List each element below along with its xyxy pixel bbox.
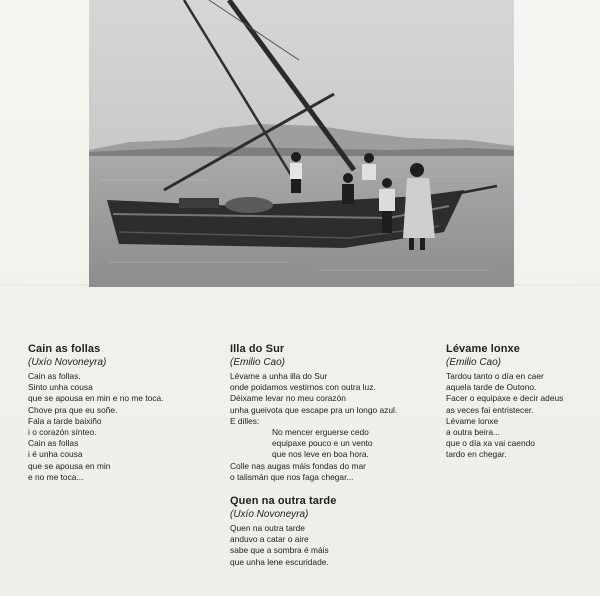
song-author: (Emilio Cao) <box>230 357 286 368</box>
lyric-line: Cain as follas <box>28 438 79 449</box>
song-title: Lévame lonxe <box>446 343 520 355</box>
lyric-line: Colle nas augas máis fondas do mar <box>230 460 366 471</box>
song-author: (Uxío Novoneyra) <box>230 509 309 521</box>
lyric-line: Lévame lonxe <box>446 415 499 426</box>
lyric-line: as veces fai entristecer. <box>446 404 534 415</box>
lyric-line: que o día xa vai caendo <box>446 438 535 449</box>
lyric-line: Chove pra que eu soñe. <box>28 404 118 415</box>
lyric-line-indented: No mencer erguerse cedo <box>272 427 369 438</box>
lyric-line: a outra beira... <box>446 427 501 438</box>
lyric-line: onde poidamos vestirnos con outra luz. <box>230 382 376 393</box>
lyric-line: que se apousa en min <box>28 460 111 471</box>
boat-photo-illustration <box>89 0 514 287</box>
lyric-line: Déixame levar no meu corazón <box>230 393 346 404</box>
lyric-line: Lévame a unha illa do Sur <box>230 371 328 381</box>
lyric-line: Facer o equipaxe e decir adeus <box>446 393 564 404</box>
lyric-line: o talismán que nos faga chegar... <box>230 471 354 482</box>
lyric-line: i é unha cousa <box>28 449 83 460</box>
song-section-quen-na-outra-tarde <box>230 495 420 568</box>
lyric-line-indented: que nos leve en boa hora. <box>272 449 369 460</box>
song-title: Cain as follas <box>28 343 101 355</box>
lyric-line: e no me toca... <box>28 471 84 482</box>
song-author: (Emilio Cao) <box>446 357 502 368</box>
lyric-line: aquela tarde de Outono. <box>446 382 537 393</box>
lyric-line-indented: equipaxe pouco e un vento <box>272 438 373 449</box>
song-column-1 <box>28 343 208 483</box>
song-title: Illa do Sur <box>230 343 285 355</box>
boat-photograph <box>89 0 514 287</box>
lyric-line: Fala a tarde baixiño <box>28 415 102 426</box>
song-title: Quen na outra tarde <box>230 495 337 508</box>
lyric-line: unha gueivota que escape pra un longo azul. <box>230 404 398 415</box>
song-column-2 <box>230 343 420 568</box>
lyric-line: E dilles: <box>230 415 260 426</box>
lyric-line: sabe que a sombra é máis <box>230 545 329 556</box>
lyric-line: Cain as follas. <box>28 371 81 381</box>
lyric-line: Quen na outra tarde <box>230 523 305 534</box>
lyric-line: anduvo a catar o aire <box>230 534 309 545</box>
lyric-line: Tardou tanto o día en caer <box>446 371 544 381</box>
lyric-line: i o corazón sínteo. <box>28 427 97 438</box>
song-column-3 <box>446 343 596 461</box>
lyric-line: tardo en chegar. <box>446 449 507 460</box>
lyric-line: que unha lene escuridade. <box>230 556 329 567</box>
song-author: (Uxío Novoneyra) <box>28 357 107 368</box>
lyric-line: Sinto unha cousa <box>28 382 93 393</box>
lyric-line: que se apousa en min e no me toca. <box>28 393 164 404</box>
